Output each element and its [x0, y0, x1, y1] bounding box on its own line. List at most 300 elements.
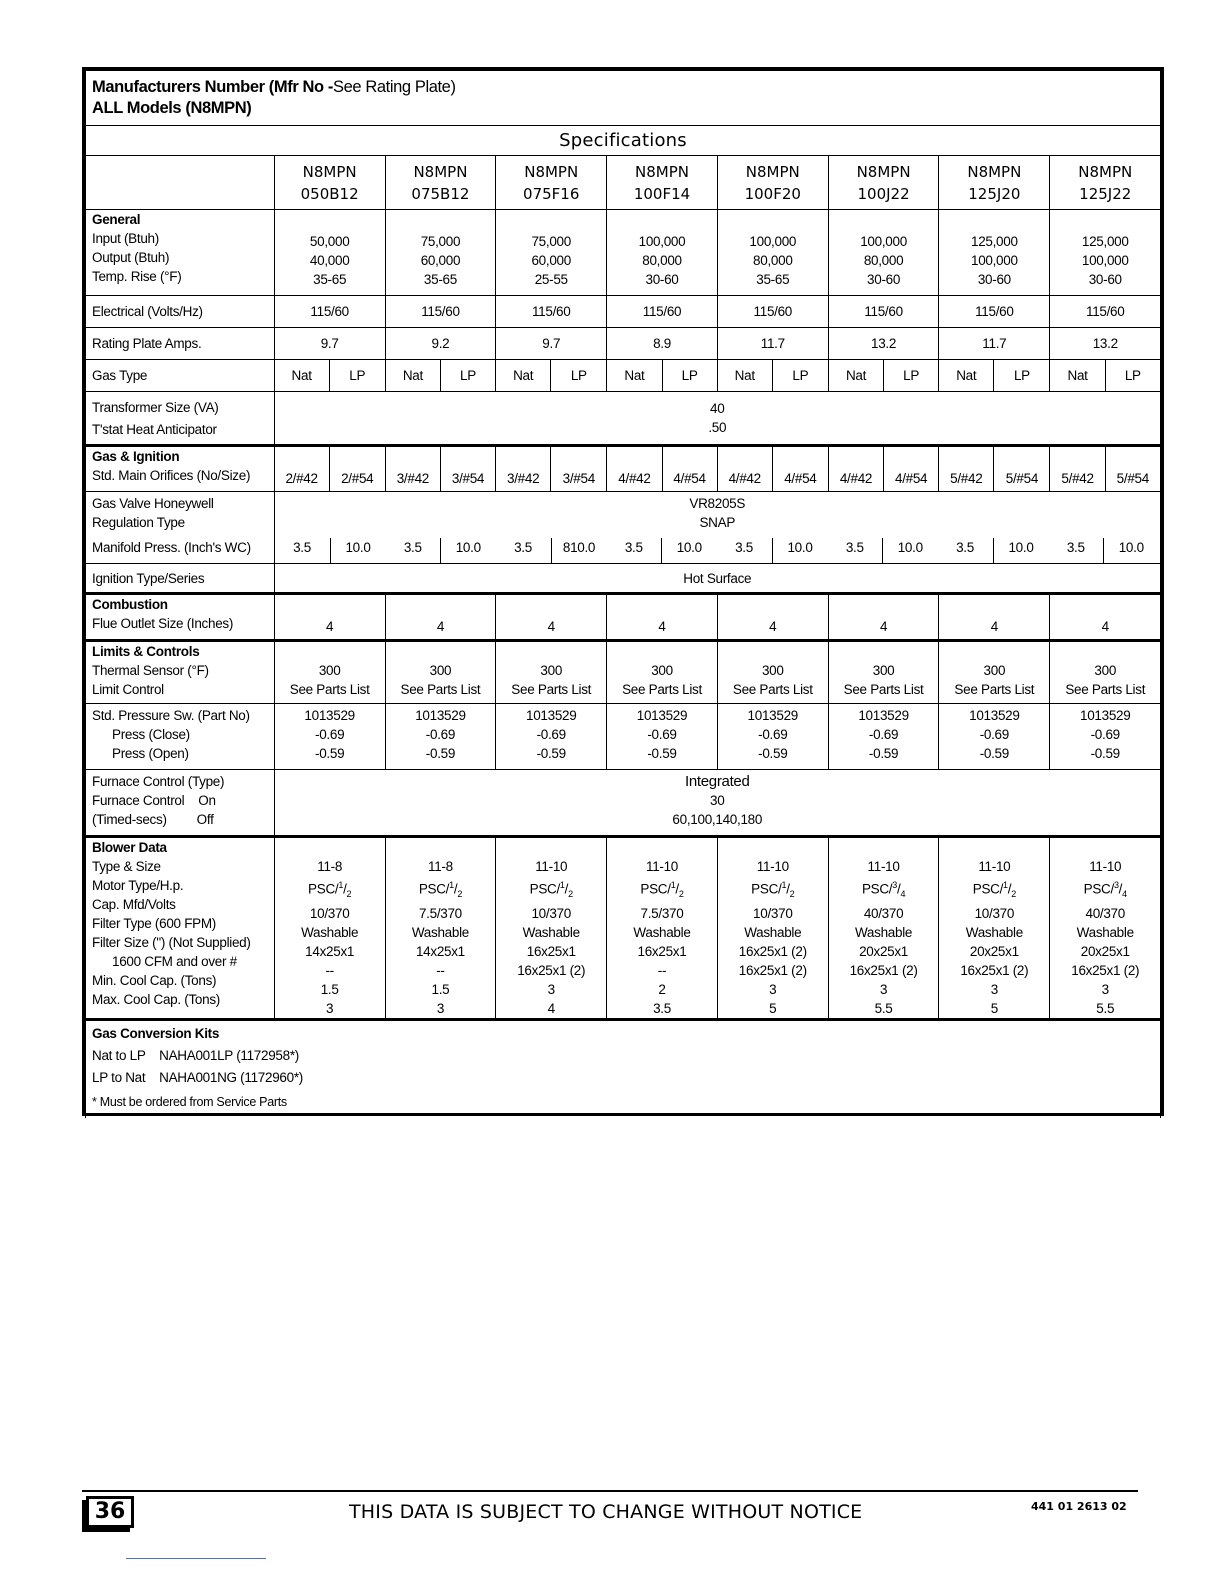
flue-value-text: 4 — [1101, 618, 1109, 634]
orifice-value — [440, 446, 495, 492]
motor-fraction-den: 2 — [678, 889, 684, 900]
gas-type-nat-text: Nat — [956, 368, 977, 383]
general-values — [939, 210, 1050, 296]
general-values — [1050, 210, 1161, 296]
press-open-value: -0.59 — [1090, 746, 1120, 761]
furnace-control-on-value: 30 — [710, 793, 725, 808]
link-underline — [126, 1558, 266, 1559]
model-number: 075B12 — [411, 184, 470, 203]
flue-value-text: 4 — [658, 618, 666, 634]
cfm1600-value: -- — [325, 963, 334, 979]
thermal-sensor-value: 300 — [761, 663, 784, 678]
lp-to-nat-kit: LP to Nat NAHA001NG (1172960*) — [92, 1070, 303, 1086]
amps-value-text: 9.2 — [431, 336, 450, 351]
electrical-value — [828, 296, 938, 328]
limit-control-label: Limit Control — [92, 682, 164, 697]
orifice-value-text: 4/#54 — [894, 470, 928, 486]
gas-type-lp — [772, 360, 828, 392]
press-close-value: -0.69 — [1090, 727, 1120, 742]
electrical-value-text: 115/60 — [753, 304, 793, 319]
model-header — [1050, 156, 1161, 210]
gas-type-nat-text: Nat — [402, 368, 423, 383]
filter-type-value: Washable — [965, 925, 1023, 941]
furnace-control-on-a: Furnace Control — [92, 793, 185, 808]
page-number: 36 — [86, 1496, 134, 1528]
gas-ignition-heading: Gas & Ignition — [92, 449, 180, 464]
filter-size-value: 20x25x1 — [969, 944, 1019, 960]
orifice-value-text: 2/#54 — [341, 470, 374, 486]
flue-value-text: 4 — [326, 618, 334, 634]
model-number: 075F16 — [523, 184, 580, 203]
orifice-value — [385, 446, 440, 492]
input-value: 100,000 — [638, 234, 686, 249]
press-open-value: -0.59 — [647, 746, 677, 761]
furnace-control-label — [86, 770, 275, 837]
thermal-sensor-value: 300 — [651, 663, 673, 678]
amps-value — [607, 328, 717, 360]
electrical-value-text: 115/60 — [975, 304, 1014, 319]
pressure-switch-values — [496, 704, 607, 770]
motor-fraction-den: 2 — [346, 889, 352, 900]
press-open-value: -0.59 — [868, 746, 899, 761]
cap-value: 10/370 — [974, 906, 1015, 922]
manifold-press-label: Manifold Press. (Inch's WC) — [92, 540, 251, 555]
limit-control-value: See Parts List — [954, 682, 1035, 697]
furnace-control-on-b: On — [198, 793, 216, 808]
motor-fraction-num: 3 — [892, 880, 897, 890]
ignition-value-text: Hot Surface — [683, 570, 752, 586]
cfm1600-value: -- — [657, 963, 667, 979]
pressure-switch-label — [86, 704, 275, 770]
amps-value — [274, 328, 385, 360]
amps-value-text: 11.7 — [760, 336, 785, 351]
output-value: 100,000 — [1081, 253, 1129, 268]
output-value: 60,000 — [420, 253, 461, 268]
electrical-label-text: Electrical (Volts/Hz) — [92, 304, 203, 319]
limits-heading: Limits & Controls — [92, 644, 200, 659]
amps-value-text: 11.7 — [982, 336, 1007, 351]
model-header — [607, 156, 717, 210]
filter-size-value: 20x25x1 — [1080, 944, 1130, 960]
manifold-pair — [607, 538, 717, 563]
output-value: 100,000 — [970, 253, 1018, 268]
service-parts-note: * Must be ordered from Service Parts — [92, 1095, 287, 1110]
blower-label: Filter Size (") (Not Supplied) — [92, 935, 251, 950]
manifold-pair — [1049, 538, 1159, 563]
gas-type-lp-text: LP — [903, 368, 920, 383]
manifold-nat: 3.5 — [496, 538, 552, 563]
model-series: N8MPN — [524, 162, 579, 181]
manifold-nat: 3.5 — [275, 538, 331, 563]
table-title-cell — [86, 71, 1161, 126]
temp-rise-label: Temp. Rise (°F) — [92, 269, 182, 284]
orifice-value — [274, 446, 329, 492]
cfm1600-value: 16x25x1 (2) — [1071, 963, 1140, 979]
limits-values — [939, 641, 1050, 704]
gas-type-lp — [551, 360, 607, 392]
cap-value: 40/370 — [863, 906, 904, 922]
output-value: 60,000 — [531, 253, 571, 268]
blower-label: 1600 CFM and over # — [112, 954, 237, 969]
motor-fraction-num: 1 — [1003, 880, 1008, 890]
gas-valve-label — [86, 492, 275, 564]
gas-type-nat — [1050, 360, 1105, 392]
blower-label: Filter Type (600 FPM) — [92, 916, 216, 931]
motor-fraction-den: 4 — [1122, 889, 1127, 900]
orifices-label: Std. Main Orifices (No/Size) — [92, 468, 251, 483]
amps-value-text: 9.7 — [542, 336, 561, 351]
gas-type-nat-text: Nat — [624, 368, 645, 383]
type-size-value: 11-10 — [978, 859, 1011, 874]
motor-fraction-num: 1 — [670, 880, 676, 890]
pressure-part-value: 1013529 — [1080, 708, 1131, 723]
filter-size-value: 14x25x1 — [415, 944, 465, 960]
orifice-value — [1050, 446, 1105, 492]
input-value: 100,000 — [860, 234, 907, 249]
blower-values — [496, 837, 607, 1020]
press-close-value: -0.69 — [647, 727, 677, 742]
nat-to-lp-kit: Nat to LP NAHA001LP (1172958*) — [92, 1048, 299, 1064]
electrical-value-text: 115/60 — [1085, 304, 1125, 319]
furnace-control-off-value: 60,100,140,180 — [672, 812, 763, 827]
motor-base: PSC/ — [529, 881, 560, 897]
min-cool-value: 3 — [1101, 982, 1109, 998]
temp-rise-value: 25-55 — [534, 272, 568, 287]
input-value: 125,000 — [970, 234, 1018, 249]
pressure-switch-label-text: Std. Pressure Sw. (Part No) — [92, 708, 250, 723]
thermal-sensor-value: 300 — [429, 663, 452, 678]
orifice-value-text: 4/#42 — [728, 470, 761, 486]
orifice-value — [772, 446, 828, 492]
amps-value-text: 13.2 — [871, 336, 897, 351]
filter-size-value: 20x25x1 — [859, 944, 909, 960]
orifice-value-text: 5/#42 — [1061, 470, 1094, 486]
amps-value-text: 8.9 — [653, 336, 671, 351]
input-value: 75,000 — [420, 234, 461, 249]
manifold-nat: 3.5 — [938, 538, 994, 563]
blower-label-cell — [86, 837, 275, 1020]
general-values — [274, 210, 385, 296]
min-cool-value: 1.5 — [320, 982, 339, 998]
motor-value: PSC/$^1/_2$ — [972, 880, 1016, 900]
gas-type-lp — [662, 360, 717, 392]
filter-type-value: Washable — [633, 925, 691, 941]
gas-type-lp-text: LP — [460, 368, 476, 383]
temp-rise-value: 30-60 — [867, 272, 901, 287]
motor-fraction-num: 1 — [559, 880, 565, 890]
amps-value — [385, 328, 495, 360]
transformer-label — [86, 392, 275, 446]
manifold-nat: 3.5 — [1049, 538, 1105, 563]
motor-base: PSC/ — [640, 881, 671, 897]
model-series: N8MPN — [967, 162, 1022, 181]
cfm1600-value: 16x25x1 (2) — [960, 963, 1029, 979]
motor-value: PSC/$^1/_2$ — [751, 880, 795, 900]
model-series: N8MPN — [635, 162, 689, 181]
electrical-value-text: 115/60 — [531, 304, 571, 319]
pressure-part-value: 1013529 — [747, 708, 799, 723]
max-cool-value: 5.5 — [874, 1001, 893, 1017]
press-close-label: Press (Close) — [112, 727, 190, 742]
thermal-sensor-value: 300 — [983, 663, 1006, 678]
manifold-nat: 3.5 — [828, 538, 884, 563]
limit-control-value: See Parts List — [1065, 682, 1146, 697]
min-cool-value: 3 — [769, 982, 777, 998]
orifice-value-text: 4/#42 — [618, 470, 651, 486]
blower-values — [274, 837, 385, 1020]
max-cool-value: 5 — [769, 1001, 777, 1017]
ignition-label-text: Ignition Type/Series — [92, 570, 205, 586]
temp-rise-value: 30-60 — [645, 272, 679, 287]
limits-values — [274, 641, 385, 704]
electrical-value-text: 115/60 — [310, 304, 349, 319]
pressure-part-value: 1013529 — [969, 708, 1020, 723]
gas-type-nat — [828, 360, 883, 392]
electrical-value — [385, 296, 495, 328]
orifice-value — [939, 446, 994, 492]
blower-values — [939, 837, 1050, 1020]
gas-type-lp — [440, 360, 495, 392]
temp-rise-value: 35-65 — [423, 272, 457, 287]
type-size-value: 11-10 — [867, 859, 900, 874]
filter-type-value: Washable — [411, 925, 469, 941]
conversion-kits-cell — [86, 1020, 1161, 1118]
blower-values — [717, 837, 828, 1020]
press-close-value: -0.69 — [536, 727, 566, 742]
model-header — [496, 156, 607, 210]
manifold-lp: 10.0 — [345, 540, 371, 555]
electrical-value-text: 115/60 — [864, 304, 903, 319]
motor-value: PSC/$^3/_4$ — [861, 880, 906, 900]
gas-type-lp — [884, 360, 939, 392]
filter-size-value: 16x25x1 — [526, 944, 576, 960]
electrical-value — [939, 296, 1050, 328]
orifice-value-text: 3/#42 — [507, 470, 540, 486]
gas-type-lp — [1105, 360, 1160, 392]
min-cool-value: 3 — [547, 982, 555, 998]
press-close-value: -0.69 — [868, 727, 899, 742]
press-open-value: -0.59 — [425, 746, 456, 761]
input-label: Input (Btuh) — [92, 231, 159, 246]
footer-rule — [82, 1490, 1138, 1492]
cfm1600-value: 16x25x1 (2) — [738, 963, 807, 979]
flue-value — [939, 594, 1050, 641]
orifice-value-text: 3/#42 — [396, 470, 430, 486]
model-series: N8MPN — [745, 162, 800, 181]
flue-value — [828, 594, 938, 641]
motor-base: PSC/ — [861, 881, 893, 897]
footer-notice: THIS DATA IS SUBJECT TO CHANGE WITHOUT NOTICE — [349, 1501, 863, 1523]
orifice-value-text: 5/#54 — [1116, 470, 1149, 486]
electrical-value — [607, 296, 717, 328]
cfm1600-value: -- — [436, 963, 445, 979]
limits-values — [717, 641, 828, 704]
pressure-switch-values — [939, 704, 1050, 770]
model-series: N8MPN — [413, 162, 468, 181]
manifold-lp: 10.0 — [787, 540, 813, 555]
cap-value: 10/370 — [309, 906, 350, 922]
model-header — [717, 156, 828, 210]
thermal-sensor-value: 300 — [318, 663, 341, 678]
type-size-value: 11-8 — [428, 859, 453, 874]
model-header — [939, 156, 1050, 210]
furnace-control-type-value: Integrated — [684, 773, 750, 790]
anticipator-value-text: .50 — [708, 420, 727, 435]
type-size-value: 11-10 — [535, 859, 568, 874]
furnace-control-on-label — [92, 791, 274, 810]
orifice-value — [662, 446, 717, 492]
limits-label — [86, 641, 275, 704]
blower-label: Type & Size — [92, 859, 161, 874]
blower-values — [385, 837, 495, 1020]
general-values — [717, 210, 828, 296]
flue-value-text: 4 — [990, 618, 998, 634]
orifice-value-text: 3/#54 — [562, 470, 595, 486]
pressure-switch-values — [717, 704, 828, 770]
limits-values — [1050, 641, 1161, 704]
orifice-value — [551, 446, 607, 492]
combustion-label — [86, 594, 275, 641]
blower-values — [828, 837, 938, 1020]
gas-type-label-text: Gas Type — [92, 368, 148, 383]
motor-fraction-num: 3 — [1113, 880, 1119, 890]
gas-type-nat-text: Nat — [1067, 368, 1088, 383]
specifications-heading-cell — [86, 126, 1161, 156]
flue-value — [607, 594, 717, 641]
specifications-table-frame — [82, 67, 1164, 1116]
furnace-control-type-label: Furnace Control (Type) — [92, 774, 225, 789]
document-code: 441 01 2613 02 — [1031, 1500, 1127, 1513]
manifold-nat: 3.5 — [386, 538, 442, 563]
motor-base: PSC/ — [972, 881, 1004, 897]
blower-values — [1050, 837, 1161, 1020]
amps-value — [828, 328, 938, 360]
filter-size-value: 14x25x1 — [305, 944, 355, 960]
max-cool-value: 3 — [326, 1001, 334, 1017]
general-label — [86, 210, 275, 296]
input-value: 100,000 — [749, 234, 797, 249]
limits-values — [828, 641, 938, 704]
limit-control-value: See Parts List — [622, 682, 702, 697]
manifold-pair — [938, 538, 1049, 563]
blower-label: Max. Cool Cap. (Tons) — [92, 992, 220, 1007]
thermal-sensor-value: 300 — [540, 663, 563, 678]
output-value: 80,000 — [753, 253, 793, 268]
input-value: 75,000 — [531, 234, 571, 249]
limit-control-value: See Parts List — [400, 682, 481, 697]
electrical-label — [86, 296, 275, 328]
blower-values — [607, 837, 717, 1020]
press-close-value: -0.69 — [425, 727, 456, 742]
limits-values — [496, 641, 607, 704]
input-value: 50,000 — [309, 234, 350, 249]
gas-type-lp — [329, 360, 385, 392]
model-number: 100J22 — [857, 184, 910, 203]
gas-type-nat — [939, 360, 994, 392]
flue-value-text: 4 — [547, 618, 555, 634]
motor-value: PSC/$^1/_2$ — [418, 880, 463, 900]
amps-value-text: 13.2 — [1092, 336, 1118, 351]
output-value: 80,000 — [642, 253, 682, 268]
gas-valve-values — [274, 492, 1160, 564]
motor-base: PSC/ — [308, 881, 339, 897]
electrical-value — [274, 296, 385, 328]
gas-type-lp-text: LP — [681, 368, 698, 383]
specifications-heading: Specifications — [559, 129, 687, 151]
gas-type-nat-text: Nat — [734, 368, 755, 383]
amps-value — [717, 328, 828, 360]
output-value: 80,000 — [863, 253, 904, 268]
pressure-switch-values — [385, 704, 495, 770]
pressure-switch-values — [828, 704, 938, 770]
gas-type-label — [86, 360, 275, 392]
orifice-value — [994, 446, 1050, 492]
flue-value — [274, 594, 385, 641]
cfm1600-value: 16x25x1 (2) — [849, 963, 918, 979]
motor-fraction-den: 2 — [789, 889, 795, 900]
motor-fraction-num: 1 — [781, 880, 787, 890]
motor-base: PSC/ — [1083, 881, 1114, 897]
gas-type-lp-text: LP — [349, 368, 366, 383]
thermal-sensor-value: 300 — [1094, 663, 1117, 678]
amps-value-text: 9.7 — [320, 336, 339, 351]
general-values — [607, 210, 717, 296]
gas-ignition-label — [86, 446, 275, 492]
limits-values — [607, 641, 717, 704]
gas-type-nat-text: Nat — [513, 368, 534, 383]
general-values — [828, 210, 938, 296]
flue-value — [496, 594, 607, 641]
combustion-heading: Combustion — [92, 597, 168, 612]
limit-control-value: See Parts List — [843, 682, 924, 697]
filter-size-value: 16x25x1 (2) — [738, 944, 807, 960]
press-open-value: -0.59 — [758, 746, 788, 761]
max-cool-value: 3.5 — [653, 1001, 671, 1017]
pressure-part-value: 1013529 — [415, 708, 466, 723]
type-size-value: 11-10 — [1089, 859, 1122, 874]
gas-type-nat — [274, 360, 329, 392]
gas-type-lp-text: LP — [570, 368, 587, 383]
press-close-value: -0.69 — [315, 727, 345, 742]
motor-value: PSC/$^1/_2$ — [308, 880, 352, 900]
gas-type-lp — [994, 360, 1050, 392]
model-header — [828, 156, 938, 210]
max-cool-value: 5.5 — [1096, 1001, 1115, 1017]
gas-type-nat-text: Nat — [291, 368, 312, 383]
cap-value: 7.5/370 — [640, 906, 684, 922]
press-open-value: -0.59 — [979, 746, 1009, 761]
manifold-lp: 10.0 — [455, 540, 481, 555]
model-series: N8MPN — [856, 162, 911, 181]
max-cool-value: 3 — [436, 1001, 445, 1017]
motor-fraction-den: 2 — [568, 889, 573, 900]
temp-rise-value: 30-60 — [977, 272, 1011, 287]
gas-type-lp-text: LP — [1124, 368, 1141, 383]
amps-label — [86, 328, 275, 360]
manifold-lp: 810.0 — [562, 540, 596, 555]
motor-fraction-den: 2 — [457, 889, 463, 900]
thermal-sensor-value: 300 — [872, 663, 895, 678]
furnace-control-off-label — [92, 810, 274, 829]
pressure-switch-values — [274, 704, 385, 770]
amps-value — [939, 328, 1050, 360]
gas-type-nat — [607, 360, 662, 392]
manifold-lp: 10.0 — [1008, 540, 1034, 555]
blower-label: Min. Cool Cap. (Tons) — [92, 973, 217, 988]
motor-fraction-num: 1 — [338, 880, 344, 890]
pressure-part-value: 1013529 — [525, 708, 577, 723]
transformer-label-text: Transformer Size (VA) — [92, 399, 219, 415]
